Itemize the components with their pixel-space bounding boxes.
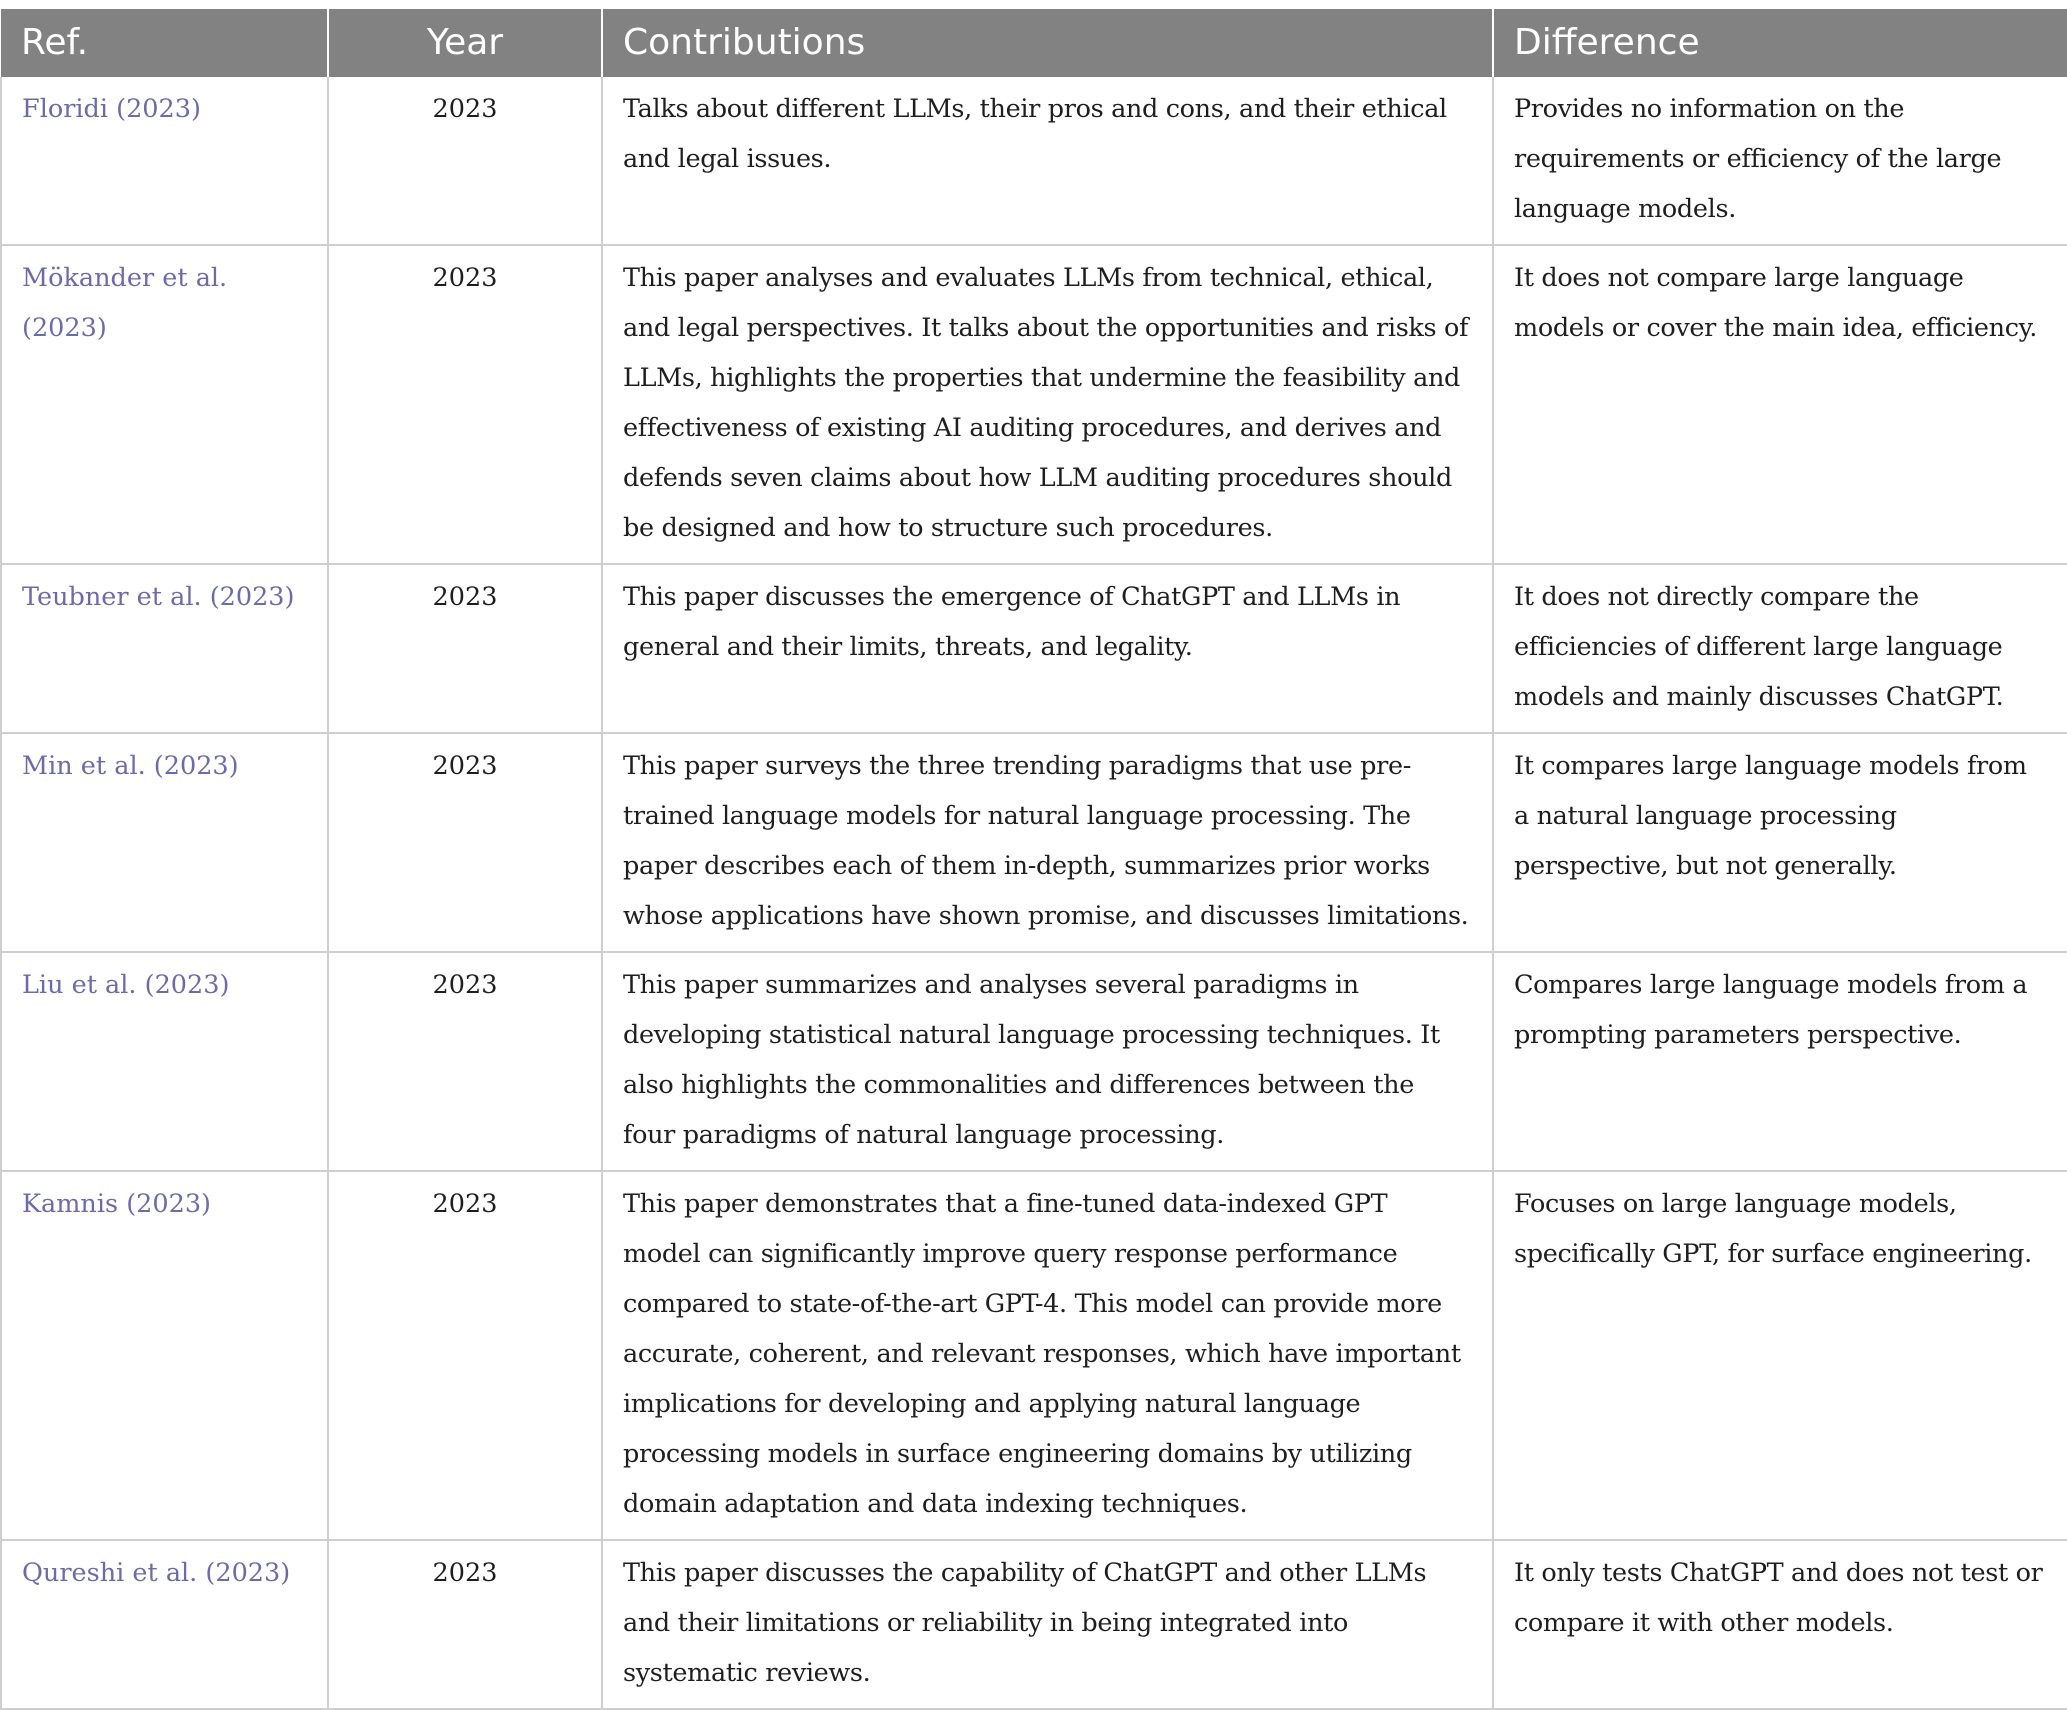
ref-link[interactable]: Mökander et al. (2023) — [1, 245, 328, 564]
header-difference: Difference — [1493, 9, 2067, 77]
table-row — [1, 733, 2067, 952]
contributions-cell: This paper discusses the emergence of ChatGPT and LLMs in general and their limits, threats, and legality. — [602, 564, 1493, 733]
table-row — [1, 1171, 2067, 1540]
table-row — [1, 564, 2067, 733]
contributions-cell: This paper analyses and evaluates LLMs from technical, ethical, and legal perspectives. It talks about the opportunities and risks of LLMs, highlights the properties that undermine the feasibility and effectiveness of existing AI auditing procedures, and derives and defends seven claims about how LLM auditing procedures should be designed and how to structure such procedures. — [602, 245, 1493, 564]
year-cell: 2023 — [328, 245, 602, 564]
table-row — [1, 245, 2067, 564]
table-row — [1, 1540, 2067, 1709]
contributions-cell: Talks about different LLMs, their pros and cons, and their ethical and legal issues. — [602, 77, 1493, 245]
table-body — [1, 77, 2067, 1709]
year-cell: 2023 — [328, 1540, 602, 1709]
difference-cell: It compares large language models from a natural language processing perspective, but not generally. — [1493, 733, 2067, 952]
contributions-cell: This paper demonstrates that a fine-tuned data-indexed GPT model can significantly improve query response performance compared to state-of-the-art GPT-4. This model can provide more accurate, coherent, and relevant responses, which have important implications for developing and applying natural language processing models in surface engineering domains by utilizing domain adaptation and data indexing techniques. — [602, 1171, 1493, 1540]
contributions-cell: This paper surveys the three trending paradigms that use pre-trained language models for natural language processing. The paper describes each of them in-depth, summarizes prior works whose applications have shown promise, and discusses limitations. — [602, 733, 1493, 952]
difference-cell: Provides no information on the requirements or efficiency of the large language models. — [1493, 77, 2067, 245]
difference-cell: It does not compare large language models or cover the main idea, efficiency. — [1493, 245, 2067, 564]
difference-cell: Compares large language models from a prompting parameters perspective. — [1493, 952, 2067, 1171]
year-cell: 2023 — [328, 77, 602, 245]
literature-table-container — [0, 9, 2067, 1710]
literature-comparison-table — [0, 9, 2067, 1710]
year-cell: 2023 — [328, 1171, 602, 1540]
header-row — [1, 9, 2067, 77]
ref-link[interactable]: Kamnis (2023) — [1, 1171, 328, 1540]
contributions-cell: This paper discusses the capability of ChatGPT and other LLMs and their limitations or reliability in being integrated into systematic reviews. — [602, 1540, 1493, 1709]
ref-link[interactable]: Min et al. (2023) — [1, 733, 328, 952]
ref-link[interactable]: Teubner et al. (2023) — [1, 564, 328, 733]
difference-cell: It does not directly compare the efficiencies of different large language models and mainly discusses ChatGPT. — [1493, 564, 2067, 733]
ref-link[interactable]: Floridi (2023) — [1, 77, 328, 245]
header-ref: Ref. — [1, 9, 328, 77]
header-contributions: Contributions — [602, 9, 1493, 77]
table-row — [1, 77, 2067, 245]
year-cell: 2023 — [328, 733, 602, 952]
ref-link[interactable]: Qureshi et al. (2023) — [1, 1540, 328, 1709]
contributions-cell: This paper summarizes and analyses several paradigms in developing statistical natural language processing techniques. It also highlights the commonalities and differences between the four paradigms of natural language processing. — [602, 952, 1493, 1171]
year-cell: 2023 — [328, 564, 602, 733]
table-header — [1, 9, 2067, 77]
table-row — [1, 952, 2067, 1171]
difference-cell: It only tests ChatGPT and does not test or compare it with other models. — [1493, 1540, 2067, 1709]
header-year: Year — [328, 9, 602, 77]
ref-link[interactable]: Liu et al. (2023) — [1, 952, 328, 1171]
difference-cell: Focuses on large language models, specifically GPT, for surface engineering. — [1493, 1171, 2067, 1540]
year-cell: 2023 — [328, 952, 602, 1171]
